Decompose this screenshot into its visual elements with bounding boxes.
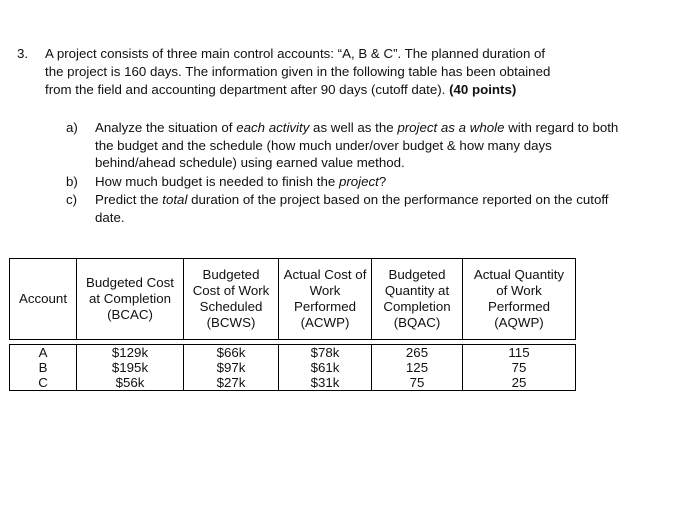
cell: 75 xyxy=(372,375,463,391)
part-c xyxy=(66,191,636,226)
question-line-1: A project consists of three main control accounts: “A, B & C”. The planned duration of xyxy=(45,46,546,61)
part-b-emphasis: project xyxy=(338,173,379,189)
part-a-text-2: as well as the xyxy=(309,120,398,135)
cell: A xyxy=(10,345,77,361)
cell: $97k xyxy=(184,360,279,375)
cell: B xyxy=(10,360,77,375)
cell: $78k xyxy=(279,345,372,361)
cell: 265 xyxy=(372,345,463,361)
cell: $66k xyxy=(184,345,279,361)
question-line-2: the project is 160 days. The information given in the following table has been obtained xyxy=(45,64,551,79)
part-a-emphasis-2: project as a whole xyxy=(397,120,505,135)
cell: $27k xyxy=(184,375,279,391)
sub-questions xyxy=(66,119,636,227)
part-b-text-2: ? xyxy=(378,173,387,189)
table-header-row xyxy=(10,259,576,340)
header-aqwp: Actual Quantity of Work Performed (AQWP) xyxy=(463,259,576,340)
earned-value-table xyxy=(9,258,576,391)
question-text xyxy=(45,45,637,99)
question-number: 3. xyxy=(17,46,29,61)
cell: 115 xyxy=(463,345,576,361)
part-b-label: b) xyxy=(66,173,78,189)
cell: $31k xyxy=(279,375,372,391)
table-row xyxy=(10,360,576,375)
header-bcac: Budgeted Cost at Completion (BCAC) xyxy=(77,259,184,340)
table-row xyxy=(10,375,576,391)
part-a xyxy=(66,119,636,172)
question-line-3 xyxy=(45,81,637,99)
header-acwp: Actual Cost of Work Performed (ACWP) xyxy=(279,259,372,340)
table-row xyxy=(10,345,576,361)
part-c-text-1: Predict the xyxy=(95,192,163,207)
part-b xyxy=(66,173,636,191)
cell: $61k xyxy=(279,360,372,375)
part-c-text-2: duration of the project based on the performance reported on the cutoff date. xyxy=(95,192,609,225)
cell: C xyxy=(10,375,77,391)
part-a-emphasis-1: each activity xyxy=(236,120,310,135)
cell: 125 xyxy=(372,360,463,375)
cell: $56k xyxy=(77,375,184,391)
question-3 xyxy=(17,45,637,99)
part-a-text-3: with regard to both the budget and the schedule (how much under/over budget & how many days behind/ahead schedule) using earned value method. xyxy=(95,120,619,170)
cell: $129k xyxy=(77,345,184,361)
question-points: (40 points) xyxy=(449,82,517,97)
header-account: Account xyxy=(10,259,77,340)
part-c-label: c) xyxy=(66,192,78,207)
part-c-emphasis: total xyxy=(162,192,188,207)
part-a-text-1: Analyze the situation of xyxy=(95,120,237,135)
header-bcws: Budgeted Cost of Work Scheduled (BCWS) xyxy=(184,259,279,340)
cell: 25 xyxy=(463,375,576,391)
question-line-3-text: from the field and accounting department after 90 days (cutoff date). xyxy=(45,82,446,97)
cell: 75 xyxy=(463,360,576,375)
header-bqac: Budgeted Quantity at Completion (BQAC) xyxy=(372,259,463,340)
part-a-label: a) xyxy=(66,120,78,135)
part-b-text-1: How much budget is needed to finish the xyxy=(95,173,339,189)
cell: $195k xyxy=(77,360,184,375)
